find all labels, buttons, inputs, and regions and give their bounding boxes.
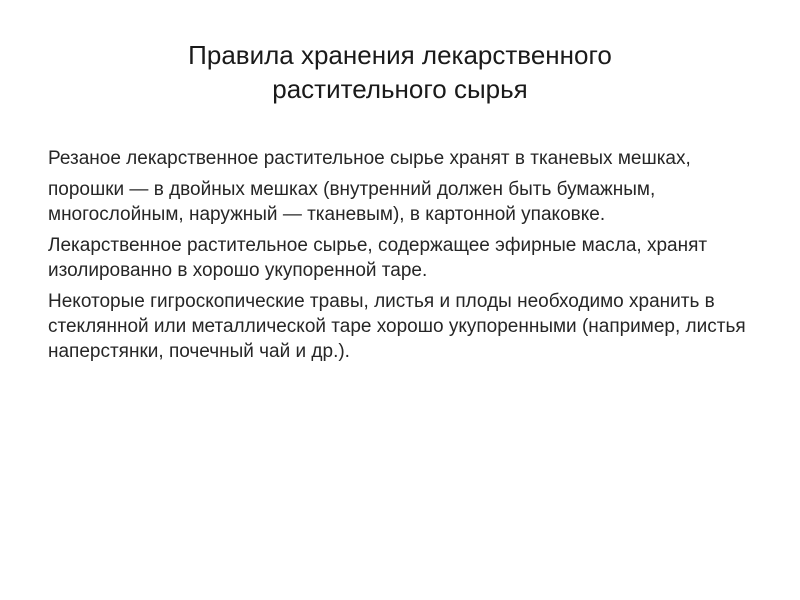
slide-title-line-1: Правила хранения лекарственного (188, 40, 612, 70)
slide-title-line-2: растительного сырья (272, 74, 528, 104)
body-paragraph-4: Некоторые гигроскопические травы, листья и плоды необходимо хранить в стеклянной или металлической таре хорошо укупоренными (например, листья наперстянки, почечный чай и др.). (48, 291, 746, 362)
body-paragraph-3: Лекарственное растительное сырье, содержащее эфирные масла, хранят изолированно в хорошо укупоренной таре. (48, 235, 708, 281)
body-paragraph-1: Резаное лекарственное растительное сырье хранят в тканевых мешках, (48, 148, 691, 169)
slide-body (48, 146, 748, 370)
body-paragraph-2: порошки — в двойных мешках (внутренний должен быть бумажным, многослойным, наружный — тканевым), в картонной упаковке. (48, 179, 656, 225)
slide-title (100, 38, 700, 106)
